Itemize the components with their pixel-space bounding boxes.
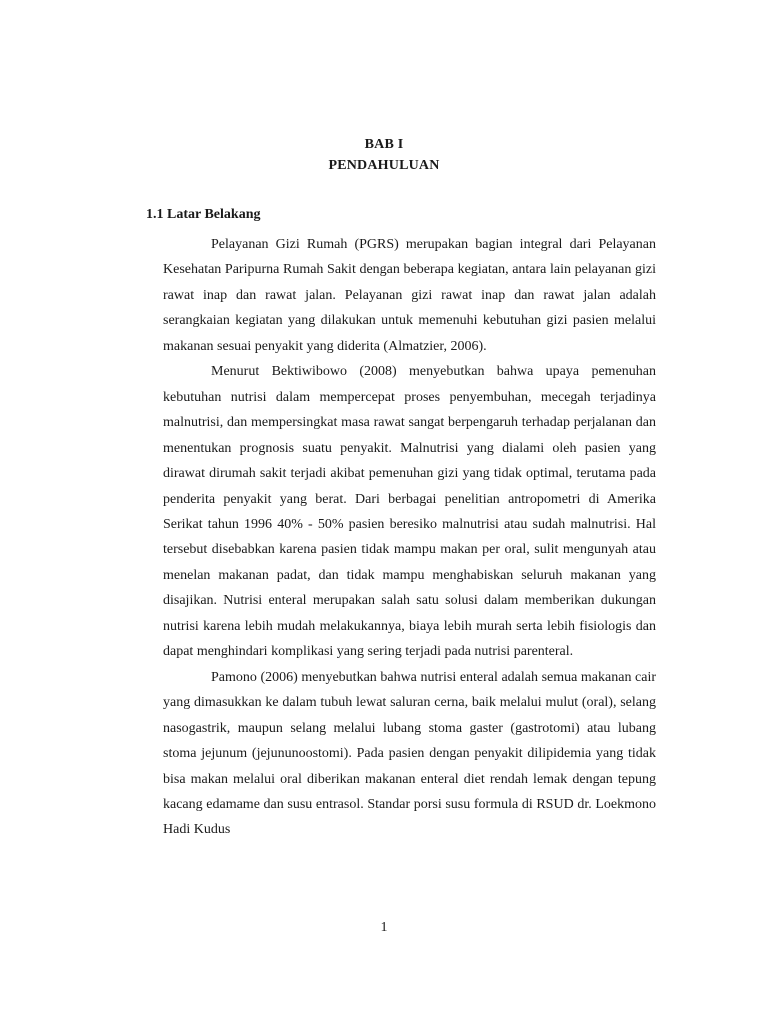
- paragraph: Menurut Bektiwibowo (2008) menyebutkan bahwa upaya pemenuhan kebutuhan nutrisi dalam mempercepat proses penyembuhan, mecegah terjadinya malnutrisi, dan mempersingkat masa rawat sangat berpengaruh terhadap perjalanan dan menentukan prognosis suatu penyakit. Malnutrisi yang dialami oleh pasien yang dirawat dirumah sakit terjadi akibat pemenuhan gizi yang tidak optimal, terutama pada penderita penyakit yang berat. Dari berbagai penelitian antropometri di Amerika Serikat tahun 1996 40% - 50% pasien beresiko malnutrisi atau sudah malnutrisi. Hal tersebut disebabkan karena pasien tidak mampu makan per oral, sulit mengunyah atau menelan makanan padat, dan tidak mampu menghabiskan seluruh makanan yang disajikan. Nutrisi enteral merupakan salah satu solusi dalam memberikan dukungan nutrisi karena lebih mudah melakukannya, biaya lebih murah serta lebih fisiologis dan dapat menghindari komplikasi yang sering terjadi pada nutrisi parenteral.: [163, 364, 656, 660]
- body-text: [163, 232, 656, 843]
- section-heading: 1.1 Latar Belakang: [146, 207, 261, 222]
- paragraph: Pamono (2006) menyebutkan bahwa nutrisi enteral adalah semua makanan cair yang dimasukkan ke dalam tubuh lewat saluran cerna, baik melalui mulut (oral), selang nasogastrik, maupun selang melalui lubang stoma gaster (gastrotomi) atau lubang stoma jejunum (jejununoostomi). Pada pasien dengan penyakit dilipidemia yang tidak bisa makan melalui oral diberikan makanan enteral diet rendah lemak dengan tepung kacang edamame dan susu entrasol. Standar porsi susu formula di RSUD dr. Loekmono Hadi Kudus: [163, 669, 656, 838]
- page-number: 1: [380, 920, 388, 935]
- paragraph: Pelayanan Gizi Rumah (PGRS) merupakan bagian integral dari Pelayanan Kesehatan Paripurna Rumah Sakit dengan beberapa kegiatan, antara lain pelayanan gizi rawat inap dan rawat jalan. Pelayanan gizi rawat inap dan rawat jalan adalah serangkaian kegiatan yang dilakukan untuk memenuhi kebutuhan gizi pasien melalui makanan sesuai penyakit yang diderita (Almatzier, 2006).: [163, 237, 656, 354]
- chapter-number: BAB I: [364, 137, 404, 152]
- chapter-title: PENDAHULUAN: [328, 158, 440, 173]
